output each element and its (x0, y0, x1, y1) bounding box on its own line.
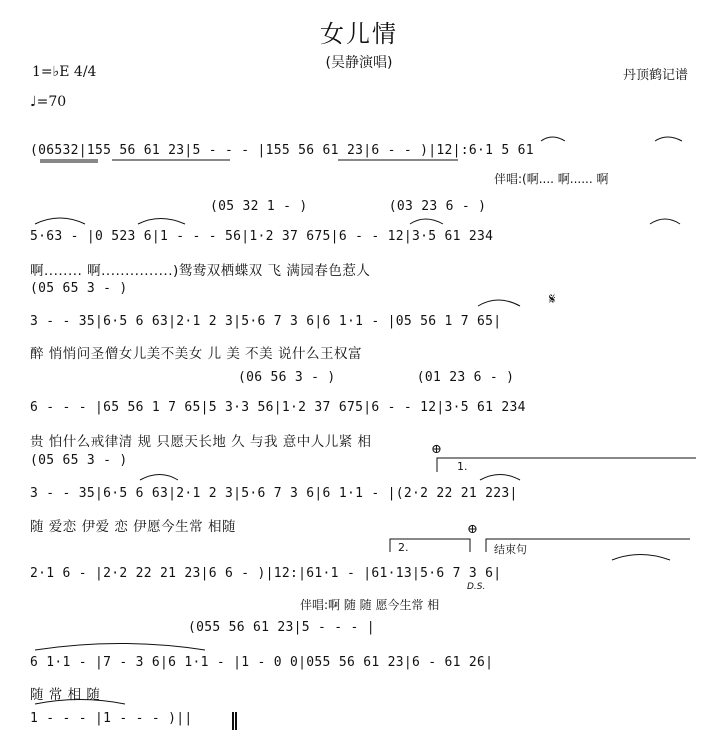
ending-label: 结束句 (494, 543, 527, 556)
tempo-marking: ♩=70 (30, 94, 67, 110)
notation-row-4: 6 - - - |65 56 1 7 65|5 3·3 56|1·2 37 675|6 - - 12|3·5 61 234 (30, 400, 526, 415)
slur (655, 137, 682, 141)
volta-1-label: 1. (457, 460, 468, 473)
slur (35, 700, 125, 705)
notation-row-6: 2·1 6 - |2·2 22 21 23|6 6 - )|12:|61·1 - |61·13|5·6 7 3 6| (30, 566, 502, 581)
song-title: 女儿情 (320, 20, 398, 48)
notation-row-3: 3 - - 35|6·5 6 63|2·1 2 3|5·6 7 3 6|6 1·1 - |05 56 1 7 65| (30, 314, 502, 329)
accompaniment-notation-7: (055 56 61 23|5 - - - | (188, 620, 375, 635)
ds-mark: D.S. (467, 582, 486, 592)
coda-mark-2: ⊕ (467, 522, 478, 537)
lyric-row-7: 随 常 相 随 (30, 687, 101, 703)
lyric-row-4: 贵 怕什么戒律清 规 只愿天长地 久 与我 意中人儿紧 相 (30, 434, 372, 450)
slur (410, 219, 443, 224)
accompaniment-row-1: 伴唱:(啊.... 啊...... 啊 (494, 172, 609, 186)
slur (480, 475, 520, 481)
slur (478, 300, 520, 306)
notation-row-7: 6 1·1 - |7 - 3 6|6 1·1 - |1 - 0 0|055 56 61 23|6 - 61 26| (30, 655, 494, 670)
key-signature: 1=♭E 4/4 (32, 64, 97, 80)
transcriber-credit: 丹顶鹤记谱 (622, 68, 688, 83)
accompaniment-notation-4: (06 56 3 - ) (01 23 6 - ) (238, 370, 515, 385)
accompaniment-notation-2: (05 32 1 - ) (03 23 6 - ) (210, 199, 487, 214)
volta-1-bracket (437, 458, 696, 472)
final-barline (233, 712, 236, 730)
ending-bracket (486, 539, 690, 552)
slur (35, 218, 85, 224)
lyric-row-3: 醉 悄悄问圣僧女儿美不美女 儿 美 不美 说什么王权富 (30, 346, 362, 362)
volta-2-bracket (390, 539, 470, 552)
notation-row-1: (06532|155 56 61 23|5 - - - |155 56 61 23|6 - - )|12|:6·1 5 61 (30, 143, 534, 158)
rhythm-underline (40, 160, 98, 162)
volta-2-label: 2. (398, 541, 409, 554)
segno-mark: 𝄋 (549, 290, 556, 308)
slur (138, 219, 185, 225)
notation-row-5: 3 - - 35|6·5 6 63|2·1 2 3|5·6 7 3 6|6 1·1 - |(2·2 22 21 223| (30, 486, 518, 501)
slur (35, 644, 205, 651)
slur (612, 555, 670, 561)
slur (140, 475, 178, 481)
notation-row-2: 5·63 - |0 523 6|1 - - - 56|1·2 37 675|6 - - 12|3·5 61 234 (30, 229, 494, 244)
accompaniment-notation-3: (05 65 3 - ) (30, 281, 128, 296)
notation-row-8: 1 - - - |1 - - - )|| (30, 711, 193, 726)
singer-credit: (吴静演唱) (325, 55, 393, 71)
lyric-row-2: 啊........ 啊...............)鸳鸯双栖蝶双 飞 满园春色惹人 (30, 263, 371, 279)
slur (650, 219, 680, 224)
accompaniment-row-6: 伴唱:啊 随 随 愿今生常 相 (300, 598, 440, 612)
coda-mark-1: ⊕ (431, 442, 442, 457)
lyric-row-5: 随 爱恋 伊爱 恋 伊愿今生常 相随 (30, 519, 236, 535)
accompaniment-notation-5: (05 65 3 - ) (30, 453, 128, 468)
slur (541, 137, 565, 141)
